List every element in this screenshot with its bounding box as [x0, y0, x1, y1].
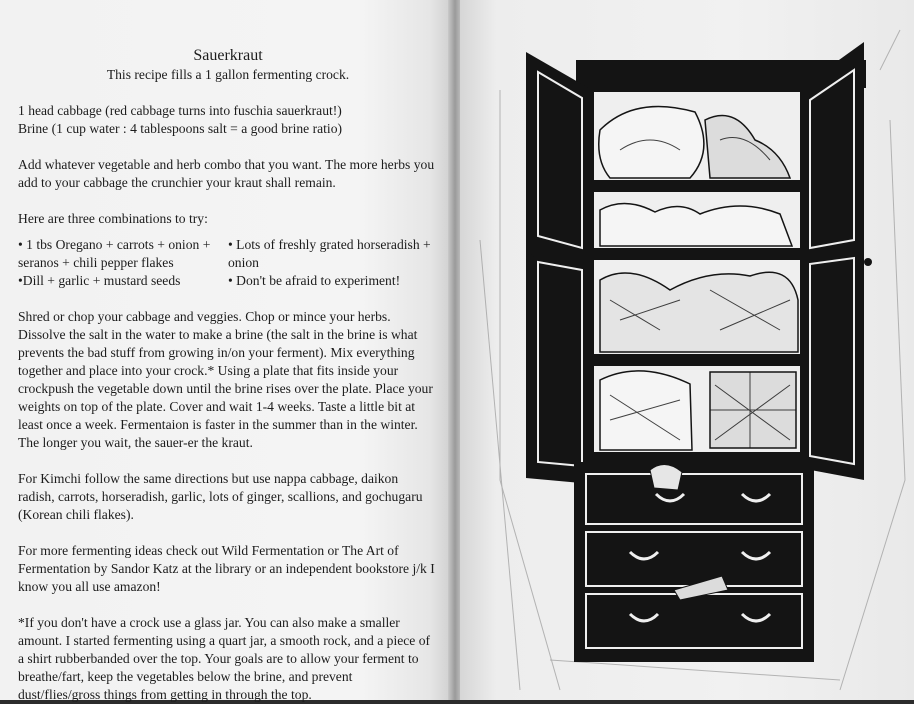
combos-list: [18, 236, 438, 290]
left-page: [0, 0, 452, 700]
ingredient-cabbage: 1 head cabbage (red cabbage turns into fuschia sauerkraut!): [18, 103, 342, 118]
ingredient-brine: Brine (1 cup water : 4 tablespoons salt = a good brine ratio): [18, 121, 343, 136]
drawer-chest: [574, 462, 814, 662]
shelf: [594, 248, 800, 260]
combos-heading: Here are three combinations to try:: [18, 211, 208, 226]
right-page: [460, 0, 914, 700]
combo-item: •Dill + garlic + mustard seeds: [18, 273, 181, 288]
more-ideas: For more fermenting ideas check out Wild Fermentation or The Art of Fermentation by Sandor Katz at the library or an independent bookstore j/k I know you all use amazon!: [18, 543, 435, 594]
combo-item: • Lots of freshly grated horseradish + onion: [228, 237, 431, 270]
footnote: *If you don't have a crock use a glass jar. You can also make a smaller amount. I started fermenting using a quart jar, a smooth rock, and a piece of a shirt rubberbanded over the top. Your goals are to allow your ferment to breathe/fart, keep the vegetables below the brine, and prevent dust/flies/gross things from getting in through the top.: [18, 615, 431, 702]
directions: Shred or chop your cabbage and veggies. Chop or mince your herbs. Dissolve the salt in the water to make a brine (the salt in the brine is what prevents the bad stuff from growing in/on your ferment). Mix everything together and place into your crock.* Using a plate that fits inside your crockpush the vegetable down until the brine rises over the plate. Place your weights on top of the plate. Cover and wait 1-4 weeks. Taste a little bit at least once a week. Fermentaion is faster in the summer than in the winter. The longer you wait, the sauer-er the kraut.: [18, 309, 433, 450]
wardrobe-illustration: [460, 0, 914, 700]
kimchi-note: For Kimchi follow the same directions but use nappa cabbage, daikon radish, carrots, horseradish, garlic, lots of ginger, scallions, and gochugaru (Korean chili flakes).: [18, 471, 423, 522]
recipe-title: Sauerkraut: [193, 47, 263, 64]
combos-column-right: [228, 236, 438, 290]
combos-column-left: [18, 236, 228, 290]
ingredients: [18, 102, 438, 138]
recipe-subtitle: This recipe fills a 1 gallon fermenting crock.: [106, 67, 350, 82]
combo-item: • Don't be afraid to experiment!: [228, 273, 401, 288]
herbs-note: Add whatever vegetable and herb combo that you want. The more herbs you add to your cabbage the crunchier your kraut shall remain.: [18, 157, 435, 190]
shelf: [594, 354, 800, 366]
combo-item: • 1 tbs Oregano + carrots + onion + seranos + chili pepper flakes: [18, 237, 211, 270]
shelf: [594, 180, 800, 192]
recipe-text: [18, 46, 438, 704]
